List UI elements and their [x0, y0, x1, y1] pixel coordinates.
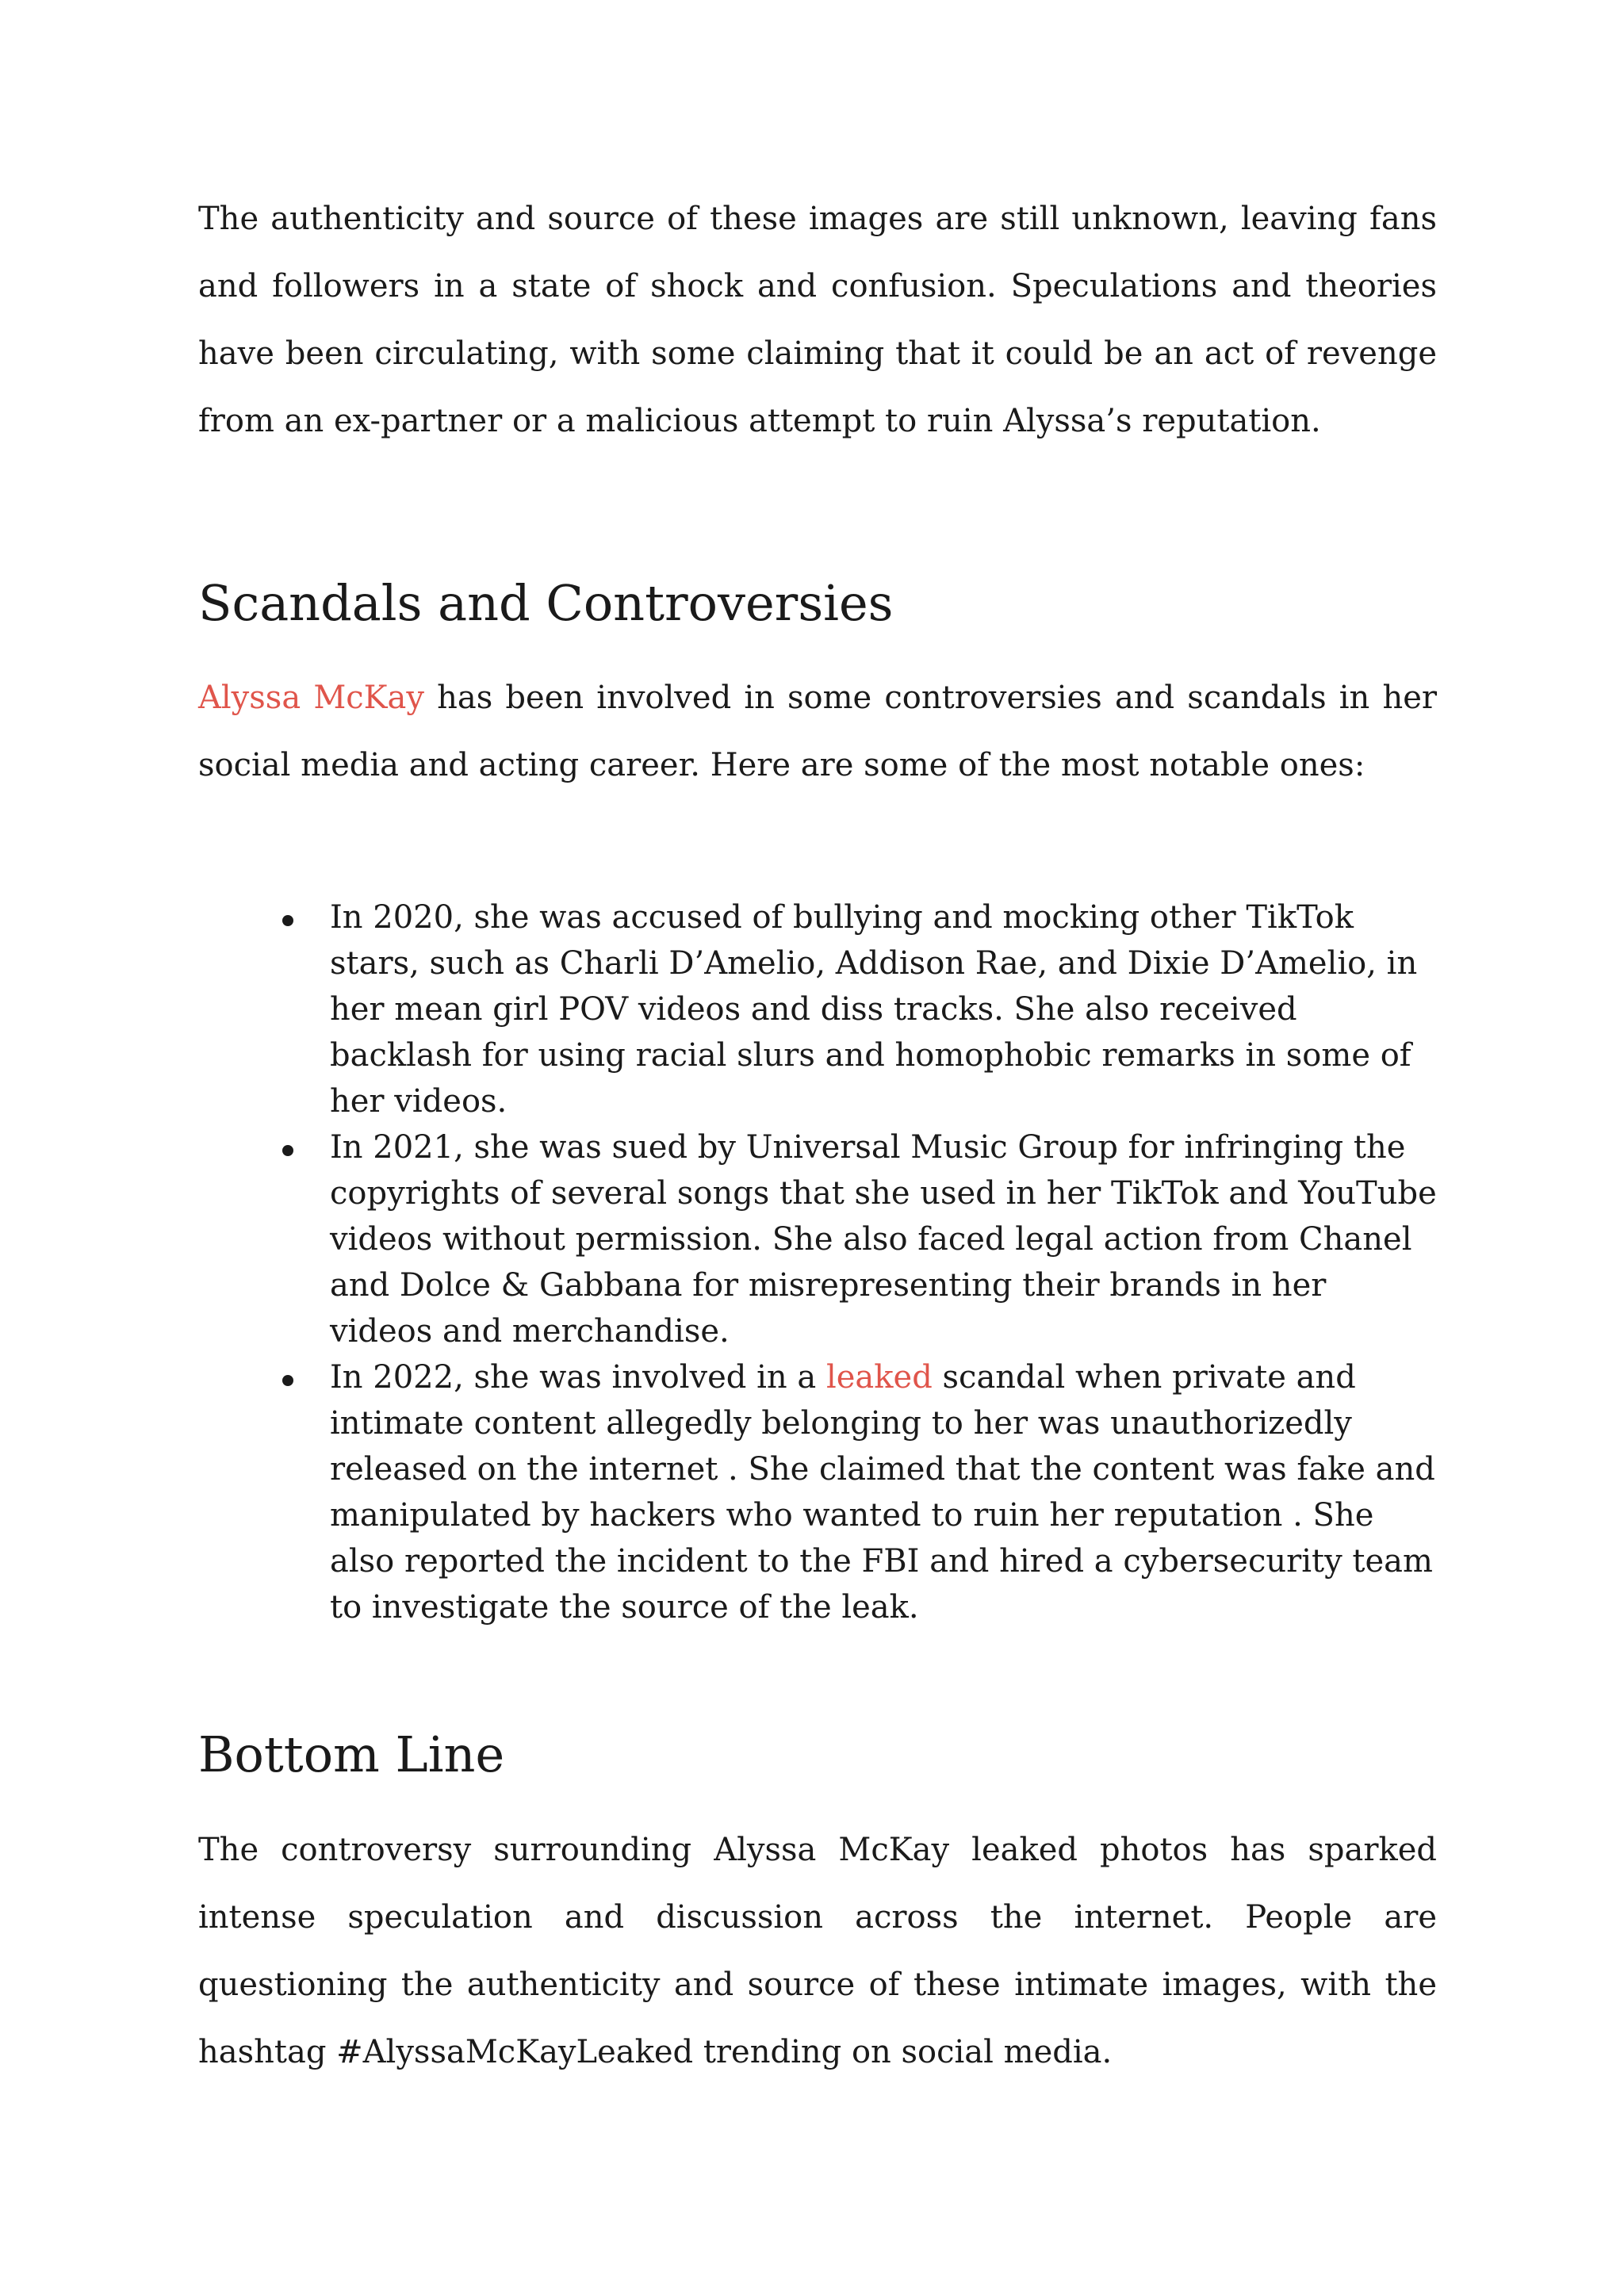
list-item-text-before: In 2022, she was involved in a — [330, 1359, 826, 1396]
list-item-text: In 2020, she was accused of bullying and mocking other TikTok stars, such as Charli D’Amelio, Addison Rae, and Dixie D’Amelio, in her mean girl POV videos and diss tracks. She also received backlash for using racial slurs and homophobic remarks in some of her videos. — [330, 899, 1418, 1120]
intro-paragraph: The authenticity and source of these images are still unknown, leaving fans and followers in a state of shock and confusion. Speculations and theories have been circulating, with some claiming that it could be an act of revenge from an ex-partner or a malicious attempt to ruin Alyssa’s reputation. — [198, 201, 1437, 439]
bullet-icon — [282, 915, 293, 926]
list-item — [330, 1354, 1437, 1630]
list-item — [330, 894, 1437, 1124]
bottom-line-heading: Bottom Line — [198, 1725, 505, 1784]
scandals-heading: Scandals and Controversies — [198, 574, 894, 632]
list-item — [330, 1124, 1437, 1354]
leaked-link[interactable]: leaked — [825, 1359, 933, 1396]
bullet-icon — [282, 1375, 293, 1386]
list-item-text-after: scandal when private and intimate content allegedly belonging to her was unauthorizedly released on the internet . She claimed that the content was fake and manipulated by hackers who wanted to ruin her reputation . She also reported the incident to the FBI and hired a cybersecurity team to investigate the source of the leak. — [330, 1359, 1435, 1626]
list-item-text: In 2021, she was sued by Universal Music Group for infringing the copyrights of several songs that she used in her TikTok and YouTube videos without permission. She also faced legal action from Chanel and Dolce & Gabbana for misrepresenting their brands in her videos and merchandise. — [330, 1129, 1437, 1350]
bottom-line-paragraph: The controversy surrounding Alyssa McKay leaked photos has sparked intense speculation and discussion across the internet. People are questioning the authenticity and source of these intimate images, with the hashtag #AlyssaMcKayLeaked trending on social media. — [198, 1831, 1437, 2070]
scandals-list — [198, 894, 1437, 1630]
alyssa-mckay-link[interactable]: Alyssa McKay — [198, 680, 425, 717]
scandals-intro-text: has been involved in some controversies and scandals in her social media and acting career. Here are some of the most notable ones: — [198, 680, 1437, 784]
document-body — [198, 186, 1437, 2086]
bullet-icon — [282, 1145, 293, 1156]
scandals-intro-paragraph — [198, 664, 1437, 799]
